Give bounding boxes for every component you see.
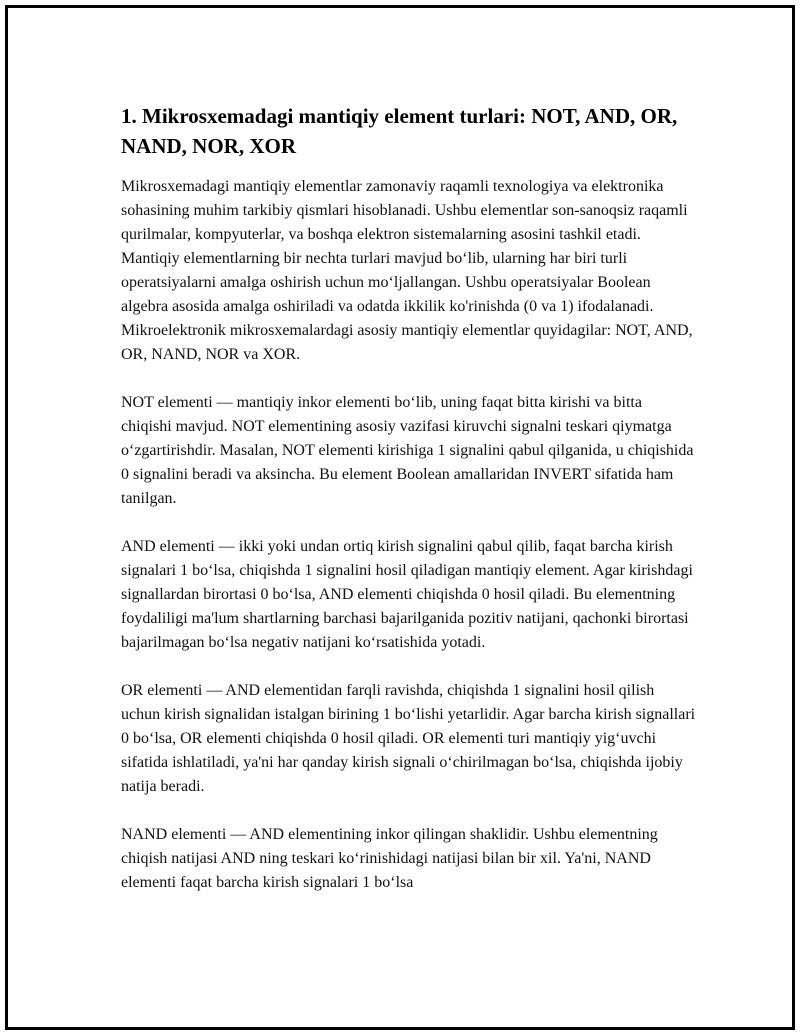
paragraph-nand-element: NAND elementi — AND elementining inkor qilingan shaklidir. Ushbu elementning chiqish natijasi AND ning teskari ko‘rinishidagi natijasi bilan bir xil. Ya'ni, NAND elementi faqat barcha kirish signalari 1 bo‘lsa bbox=[121, 826, 658, 891]
paragraph-and-element: AND elementi — ikki yoki undan ortiq kirish signalini qabul qilib, faqat barcha kirish signalari 1 bo‘lsa, chiqishda 1 signalini hosil qiladigan mantiqiy element. Agar kirishdagi signallardan birortasi 0 bo‘lsa, AND elementi chiqishda 0 hosil qiladi. Bu elementning foydaliligi ma'lum shartlarning barchasi bajarilganida pozitiv natijani, qachonki birortasi bajarilmagan bo‘lsa negativ natijani ko‘rsatishida yotadi. bbox=[121, 538, 693, 651]
paragraph-intro: Mikrosxemadagi mantiqiy elementlar zamonaviy raqamli texnologiya va elektronika sohasining muhim tarkibiy qismlari hisoblanadi. Ushbu elementlar son-sanoqsiz raqamli qurilmalar, kompyuterlar, va boshqa elektron sistemalarning asosini tashkil etadi. Mantiqiy elementlarning bir nechta turlari mavjud bo‘lib, ularning har biri turli operatsiyalarni amalga oshirish uchun mo‘ljallangan. Ushbu operatsiyalar Boolean algebra asosida amalga oshiriladi va odatda ikkilik ko'rinishda (0 va 1) ifodalanadi. Mikroelektronik mikrosxemalardagi asosiy mantiqiy elementlar quyidagilar: NOT, AND, OR, NAND, NOR va XOR. bbox=[121, 178, 693, 363]
section-heading: 1. Mikrosxemadagi mantiqiy element turlari: NOT, AND, OR, NAND, NOR, XOR bbox=[121, 104, 678, 158]
document-body bbox=[121, 101, 696, 919]
paragraph-not-element: NOT elementi — mantiqiy inkor elementi bo‘lib, uning faqat bitta kirishi va bitta chiqishi mavjud. NOT elementining asosiy vazifasi kiruvchi signalni teskari qiymatga o‘zgartirishdir. Masalan, NOT elementi kirishiga 1 signalini qabul qilganida, u chiqishida 0 signalini beradi va aksincha. Bu element Boolean amallaridan INVERT sifatida ham tanilgan. bbox=[121, 394, 694, 507]
page-frame bbox=[5, 5, 795, 1030]
paragraph-or-element: OR elementi — AND elementidan farqli ravishda, chiqishda 1 signalini hosil qilish uchun kirish signalidan istalgan birining 1 bo‘lishi yetarlidir. Agar barcha kirish signallari 0 bo‘lsa, OR elementi chiqishda 0 hosil qiladi. OR elementi turi mantiqiy yig‘uvchi sifatida ishlatiladi, ya'ni har qanday kirish signali o‘chirilmagan bo‘lsa, chiqishda ijobiy natija beradi. bbox=[121, 682, 696, 795]
